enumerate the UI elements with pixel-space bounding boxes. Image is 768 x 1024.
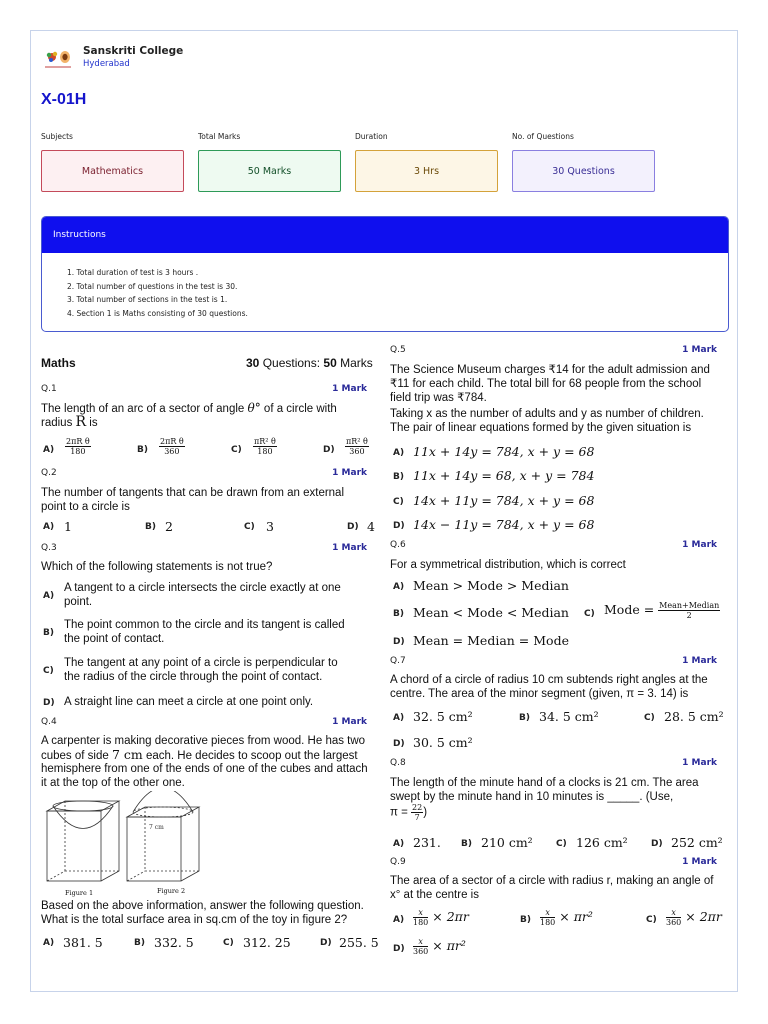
option-d-label[interactable]: D) [323,445,335,455]
question-text: For a symmetrical distribution, which is correct [390,559,626,571]
option-a-value[interactable]: Mean > Mode > Median [413,578,569,593]
question-paper [30,30,738,992]
option-a-value[interactable]: 231. [413,835,441,850]
question-mark: 1 Mark [682,656,717,666]
cube-hemisphere-figure [41,791,201,891]
option-c-label[interactable]: C) [43,666,54,676]
option-d-value[interactable]: $\frac{x}{360}$ × πr² [413,937,466,956]
option-d-label[interactable]: D) [43,698,55,708]
question-text: ₹11 for each child. The total bill for 68 people from the school [390,378,702,390]
option-b-label[interactable]: B) [461,839,472,849]
option-b-value[interactable]: Mean < Mode < Median [413,605,569,620]
option-d-value[interactable]: Mean = Median = Mode [413,633,569,648]
option-c-label[interactable]: C) [584,609,595,619]
option-b-value[interactable]: 332. 5 [154,935,194,950]
option-c-label[interactable]: C) [644,713,655,723]
option-d-label[interactable]: D) [393,739,405,749]
option-a-text[interactable]: A tangent to a circle intersects the circle exactly at one point. [64,582,341,608]
option-c-value[interactable]: $\frac{\text{πR² θ}}{180}$ [254,437,276,456]
question-text: The number of tangents that can be drawn from an external [41,487,345,499]
option-c-label[interactable]: C) [231,445,242,455]
option-b-label[interactable]: B) [519,713,530,723]
question-mark: 1 Mark [332,384,367,394]
option-d-value[interactable]: 14x − 11y = 784, x + y = 68 [413,517,595,532]
option-c-label[interactable]: C) [393,497,404,507]
option-a-label[interactable]: A) [43,591,55,601]
question-text: point to a circle is [41,501,130,513]
question-number: Q.5 [390,345,406,355]
duration-label: Duration [355,132,388,141]
college-city: Hyderabad [83,59,130,69]
question-text: Based on the above information, answer the following question. [41,900,364,912]
option-c-value[interactable]: 28. 5 cm² [664,709,724,724]
question-text: Which of the following statements is not true? [41,561,273,573]
option-a-value[interactable]: $\frac{x}{180}$ × 2πr [413,908,469,927]
question-mark: 1 Mark [332,468,367,478]
instruction-item: 2. Total number of questions in the test is 30. [67,281,238,291]
option-a-label[interactable]: A) [393,582,405,592]
question-text: x° at the centre is [390,889,479,901]
option-a-value[interactable]: 1 [64,519,72,534]
question-mark: 1 Mark [682,758,717,768]
option-c-value[interactable]: 312. 25 [243,935,291,950]
option-a-label[interactable]: A) [393,448,405,458]
option-c-value[interactable]: Mode = $\frac{\text{Mean+Median}}{2}$ [604,601,720,620]
option-c-text[interactable]: The tangent at any point of a circle is perpendicular to the radius of the circle through the point of contact. [64,657,338,683]
option-b-value[interactable]: 11x + 14y = 68, x + y = 784 [413,468,595,483]
option-c-value[interactable]: 126 cm² [576,835,628,850]
question-text: hemisphere from one of the ends of one of the cubes and attach [41,763,368,775]
option-a-value[interactable]: $\frac{\text{2πR θ}}{180}$ [66,437,90,456]
option-d-value[interactable]: 252 cm² [671,835,723,850]
figure-1-caption: Figure 1 [65,889,94,897]
question-mark: 1 Mark [682,857,717,867]
question-number: Q.2 [41,468,57,478]
question-text: swept by the minute hand in 10 minutes is _____. (Use, [390,791,674,803]
question-mark: 1 Mark [682,345,717,355]
option-c-value[interactable]: 3 [266,519,274,534]
question-text: π = $\frac{22}{7}$ ) [390,803,428,822]
option-d-label[interactable]: D) [393,521,405,531]
question-number: Q.9 [390,857,406,867]
question-text: it at the top of the other one. [41,777,185,789]
option-b-text[interactable]: The point common to the circle and its tangent is called the point of contact. [64,619,345,645]
college-name: Sanskriti College [83,45,184,57]
question-text: Taking x as the number of adults and y as number of children. [390,408,704,420]
option-b-label[interactable]: B) [393,609,404,619]
option-c-label[interactable]: C) [223,938,234,948]
svg-text:7 cm: 7 cm [149,824,164,831]
question-text: The pair of linear equations formed by the given situation is [390,422,692,434]
question-text: The length of the minute hand of a clocks is 21 cm. The area [390,777,699,789]
option-a-label[interactable]: A) [393,839,405,849]
option-a-value[interactable]: 32. 5 cm² [413,709,473,724]
college-header [43,45,183,71]
question-mark: 1 Mark [682,540,717,550]
question-text: What is the total surface area in sq.cm of the toy in figure 2? [41,914,348,926]
option-b-label[interactable]: B) [145,522,156,532]
option-d-value[interactable]: 30. 5 cm² [413,735,473,750]
option-b-value[interactable]: 2 [165,519,173,534]
subject-box: Mathematics [41,150,184,192]
option-c-label[interactable]: C) [556,839,567,849]
option-b-value[interactable]: 34. 5 cm² [539,709,599,724]
section-summary: 30 Questions: 50 Marks [246,356,373,370]
option-d-label[interactable]: D) [347,522,359,532]
option-a-label[interactable]: A) [43,938,55,948]
option-c-value[interactable]: $\frac{x}{360}$ × 2πr [666,908,722,927]
question-mark: 1 Mark [332,543,367,553]
option-d-label[interactable]: D) [320,938,332,948]
question-text: centre. The area of the minor segment (given, π = 3. 14) is [390,688,689,700]
question-text: radius R is [41,414,98,430]
option-b-value[interactable]: $\frac{\text{2πR θ}}{360}$ [160,437,184,456]
question-text: A chord of a circle of radius 10 cm subtends right angles at the [390,674,708,686]
option-b-label[interactable]: B) [43,628,54,638]
option-a-label[interactable]: A) [393,713,405,723]
option-d-label[interactable]: D) [651,839,663,849]
question-number: Q.7 [390,656,406,666]
instructions-list [42,253,728,320]
option-b-value[interactable]: $\frac{x}{180}$ × πr² [540,908,593,927]
college-logo-icon [43,47,73,71]
instruction-item: 4. Section 1 is Maths consisting of 30 questions. [67,308,248,318]
option-a-label[interactable]: A) [43,522,55,532]
question-text: The length of an arc of a sector of angle θ° of a circle with [41,401,337,415]
option-a-value[interactable]: 381. 5 [63,935,103,950]
section-name: Maths [41,356,76,370]
instructions-title: Instructions [42,217,728,253]
option-d-text[interactable]: A straight line can meet a circle at one point only. [64,696,314,708]
question-number: Q.6 [390,540,406,550]
question-mark: 1 Mark [332,717,367,727]
option-c-label[interactable]: C) [244,522,255,532]
option-a-label[interactable]: A) [43,445,55,455]
questions-box: 30 Questions [512,150,655,192]
instructions-panel [41,216,729,332]
question-text: cubes of side 7 cm each. He decides to scoop out the largest [41,747,358,762]
question-text: field trip was ₹784. [390,392,487,404]
duration-box: 3 Hrs [355,150,498,192]
num-questions-label: No. of Questions [512,132,574,141]
option-d-label[interactable]: D) [393,637,405,647]
question-number: Q.8 [390,758,406,768]
option-b-label[interactable]: B) [137,445,148,455]
question-text: The area of a sector of a circle with radius r, making an angle of [390,875,714,887]
marks-box: 50 Marks [198,150,341,192]
question-number: Q.1 [41,384,57,394]
option-c-value[interactable]: 14x + 11y = 784, x + y = 68 [413,493,595,508]
question-text: The Science Museum charges ₹14 for the adult admission and [390,364,710,376]
option-b-value[interactable]: 210 cm² [481,835,533,850]
question-number: Q.4 [41,717,57,727]
option-d-value[interactable]: 255. 5 [339,935,379,950]
option-d-value[interactable]: $\frac{\text{πR² θ}}{360}$ [346,437,368,456]
question-text: A carpenter is making decorative pieces from wood. He has two [41,735,366,747]
option-b-label[interactable]: B) [393,472,404,482]
total-marks-label: Total Marks [198,132,241,141]
option-d-label[interactable]: D) [393,944,405,954]
subjects-label: Subjects [41,132,73,141]
option-a-label[interactable]: A) [393,915,405,925]
option-b-label[interactable]: B) [520,915,531,925]
option-d-value[interactable]: 4 [367,519,375,534]
figure-2-caption: Figure 2 [157,887,186,895]
question-number: Q.3 [41,543,57,553]
option-a-value[interactable]: 11x + 14y = 784, x + y = 68 [413,444,595,459]
option-b-label[interactable]: B) [134,938,145,948]
instruction-item: 3. Total number of sections in the test is 1. [67,295,228,304]
instruction-item: 1. Total duration of test is 3 hours . [67,268,199,277]
option-c-label[interactable]: C) [646,915,657,925]
test-code-title: X-01H [41,91,87,108]
